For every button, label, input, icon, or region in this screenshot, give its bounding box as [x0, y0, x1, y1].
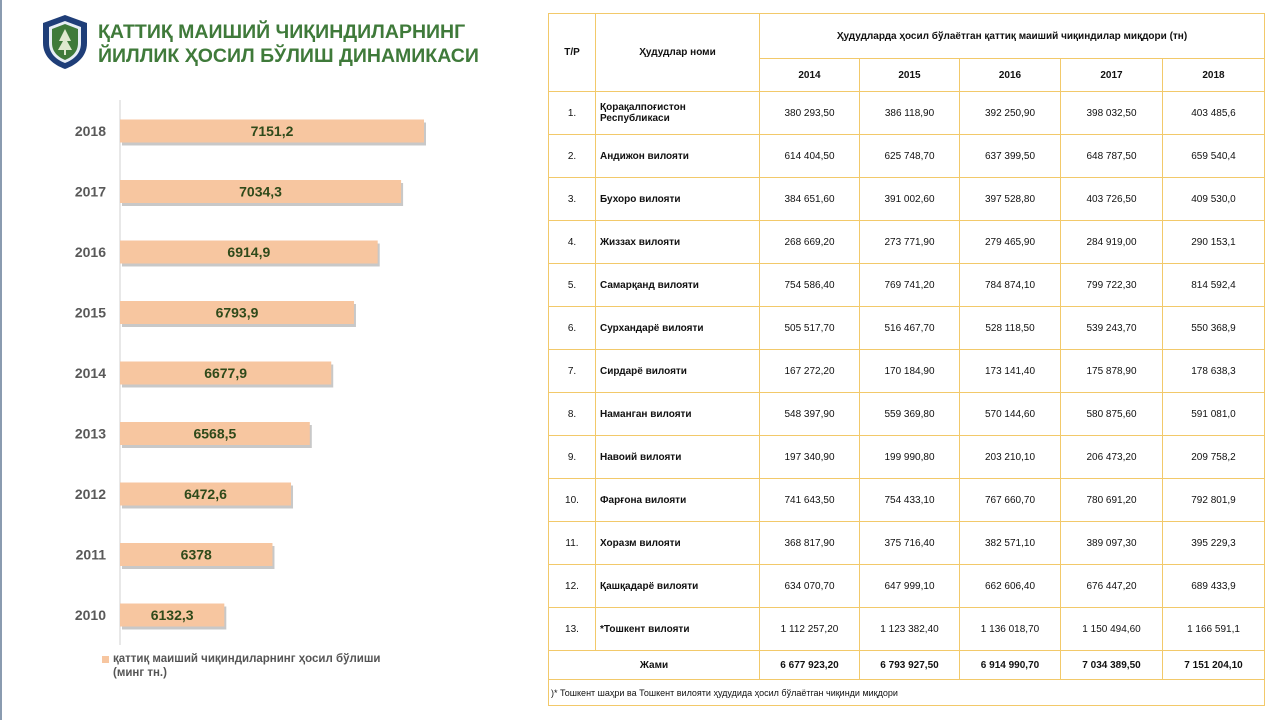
table-cell: 647 999,10 — [860, 565, 960, 608]
shield-logo-icon — [40, 13, 90, 71]
region-name: Сирдарё вилояти — [596, 350, 760, 393]
table-cell: 591 081,0 — [1163, 393, 1265, 436]
y-tick-label: 2013 — [74, 425, 106, 442]
regional-waste-table — [548, 13, 1265, 706]
row-number: 12. — [549, 565, 596, 608]
bar-value-label: 6677,9 — [204, 365, 248, 381]
table-cell: 689 433,9 — [1163, 565, 1265, 608]
table-cell: 209 758,2 — [1163, 436, 1265, 479]
bar-value-label: 6793,9 — [215, 304, 259, 321]
table-cell: 197 340,90 — [760, 436, 860, 479]
table-cell: 175 878,90 — [1061, 350, 1163, 393]
table-cell: 754 586,40 — [760, 264, 860, 307]
total-label: Жами — [549, 651, 760, 680]
table-cell: 792 801,9 — [1163, 479, 1265, 522]
col-header-year: 2014 — [760, 59, 860, 92]
table-cell: 550 368,9 — [1163, 307, 1265, 350]
bar-chart — [0, 90, 540, 650]
col-header-region: Ҳудудлар номи — [596, 14, 760, 92]
table-row — [549, 436, 1265, 479]
table-cell: 1 112 257,20 — [760, 608, 860, 651]
table-cell: 1 166 591,1 — [1163, 608, 1265, 651]
table-cell: 206 473,20 — [1061, 436, 1163, 479]
col-header-group: Ҳудудларда ҳосил бўлаётган қаттиқ маиший чиқиндилар миқдори (тн) — [760, 14, 1265, 59]
table-cell: 570 144,60 — [960, 393, 1061, 436]
table-cell: 167 272,20 — [760, 350, 860, 393]
table-cell: 284 919,00 — [1061, 221, 1163, 264]
row-number: 13. — [549, 608, 596, 651]
table-row — [549, 522, 1265, 565]
table-cell: 784 874,10 — [960, 264, 1061, 307]
table-row — [549, 178, 1265, 221]
col-header-year: 2018 — [1163, 59, 1265, 92]
table-cell: 516 467,70 — [860, 307, 960, 350]
region-name: Жиззах вилояти — [596, 221, 760, 264]
table-row — [549, 307, 1265, 350]
y-tick-label: 2014 — [74, 365, 106, 381]
region-name: Қашқадарё вилояти — [596, 565, 760, 608]
table-cell: 173 141,40 — [960, 350, 1061, 393]
total-cell: 7 034 389,50 — [1061, 651, 1163, 680]
table-cell: 559 369,80 — [860, 393, 960, 436]
table-cell: 814 592,4 — [1163, 264, 1265, 307]
table-cell: 170 184,90 — [860, 350, 960, 393]
y-tick-label: 2011 — [75, 546, 106, 563]
table-cell: 799 722,30 — [1061, 264, 1163, 307]
table-row — [549, 135, 1265, 178]
table-cell: 268 669,20 — [760, 221, 860, 264]
legend-unit: (минг тн.) — [113, 667, 167, 680]
table-cell: 754 433,10 — [860, 479, 960, 522]
table-cell: 548 397,90 — [760, 393, 860, 436]
table-cell: 395 229,3 — [1163, 522, 1265, 565]
table-cell: 391 002,60 — [860, 178, 960, 221]
total-cell: 7 151 204,10 — [1163, 651, 1265, 680]
bar-value-label: 6378 — [180, 546, 212, 563]
table-cell: 539 243,70 — [1061, 307, 1163, 350]
table-cell: 368 817,90 — [760, 522, 860, 565]
row-number: 3. — [549, 178, 596, 221]
legend-swatch — [102, 656, 109, 663]
region-name: Бухоро вилояти — [596, 178, 760, 221]
table-row — [549, 393, 1265, 436]
region-name: Сурхандарё вилояти — [596, 307, 760, 350]
table-cell: 767 660,70 — [960, 479, 1061, 522]
row-number: 5. — [549, 264, 596, 307]
bar-value-label: 6914,9 — [227, 244, 271, 260]
table-row — [549, 608, 1265, 651]
row-number: 4. — [549, 221, 596, 264]
region-name: Хоразм вилояти — [596, 522, 760, 565]
table-cell: 398 032,50 — [1061, 92, 1163, 135]
y-tick-label: 2012 — [74, 486, 106, 502]
row-number: 7. — [549, 350, 596, 393]
table-cell: 1 123 382,40 — [860, 608, 960, 651]
table-cell: 528 118,50 — [960, 307, 1061, 350]
row-number: 2. — [549, 135, 596, 178]
table-cell: 279 465,90 — [960, 221, 1061, 264]
table-row — [549, 264, 1265, 307]
total-cell: 6 677 923,20 — [760, 651, 860, 680]
col-header-year: 2016 — [960, 59, 1061, 92]
table-cell: 409 530,0 — [1163, 178, 1265, 221]
col-header-year: 2017 — [1061, 59, 1163, 92]
row-number: 10. — [549, 479, 596, 522]
table-cell: 625 748,70 — [860, 135, 960, 178]
table-cell: 1 136 018,70 — [960, 608, 1061, 651]
bar-value-label: 7151,2 — [250, 123, 294, 139]
total-cell: 6 793 927,50 — [860, 651, 960, 680]
col-header-year: 2015 — [860, 59, 960, 92]
table-cell: 741 643,50 — [760, 479, 860, 522]
table-cell: 403 726,50 — [1061, 178, 1163, 221]
table-row — [549, 92, 1265, 135]
table-cell: 614 404,50 — [760, 135, 860, 178]
table-cell: 392 250,90 — [960, 92, 1061, 135]
table-cell: 382 571,10 — [960, 522, 1061, 565]
chart-legend — [102, 652, 432, 680]
table-cell: 769 741,20 — [860, 264, 960, 307]
table-cell: 637 399,50 — [960, 135, 1061, 178]
row-number: 9. — [549, 436, 596, 479]
table-cell: 384 651,60 — [760, 178, 860, 221]
title-line-1: ҚАТТИҚ МАИШИЙ ЧИҚИНДИЛАРНИНГ — [98, 21, 466, 43]
table-footnote: )* Тошкент шаҳри ва Тошкент вилояти ҳудудида ҳосил бўлаётган чиқинди миқдори — [549, 680, 1265, 706]
table-cell: 397 528,80 — [960, 178, 1061, 221]
table-cell: 178 638,3 — [1163, 350, 1265, 393]
table-cell: 505 517,70 — [760, 307, 860, 350]
y-tick-label: 2018 — [74, 123, 106, 139]
table-cell: 676 447,20 — [1061, 565, 1163, 608]
y-tick-label: 2015 — [74, 304, 106, 321]
region-name: Фарғона вилояти — [596, 479, 760, 522]
row-number: 6. — [549, 307, 596, 350]
table-cell: 580 875,60 — [1061, 393, 1163, 436]
table-cell: 780 691,20 — [1061, 479, 1163, 522]
y-tick-label: 2010 — [74, 607, 106, 623]
table-cell: 375 716,40 — [860, 522, 960, 565]
bar-value-label: 6132,3 — [150, 607, 194, 623]
table-cell: 648 787,50 — [1061, 135, 1163, 178]
table-row — [549, 565, 1265, 608]
y-tick-label: 2017 — [74, 183, 106, 200]
table-row — [549, 479, 1265, 522]
table-cell: 389 097,30 — [1061, 522, 1163, 565]
table-cell: 386 118,90 — [860, 92, 960, 135]
table-cell: 380 293,50 — [760, 92, 860, 135]
col-header-number: Т/Р — [549, 14, 596, 92]
row-number: 11. — [549, 522, 596, 565]
region-name: Андижон вилояти — [596, 135, 760, 178]
table-cell: 199 990,80 — [860, 436, 960, 479]
region-name: Наманган вилояти — [596, 393, 760, 436]
region-name: Навоий вилояти — [596, 436, 760, 479]
row-number: 1. — [549, 92, 596, 135]
row-number: 8. — [549, 393, 596, 436]
title-line-2: ЙИЛЛИК ҲОСИЛ БЎЛИШ ДИНАМИКАСИ — [98, 45, 479, 67]
y-tick-label: 2016 — [74, 244, 106, 260]
table-cell: 662 606,40 — [960, 565, 1061, 608]
total-cell: 6 914 990,70 — [960, 651, 1061, 680]
table-row — [549, 350, 1265, 393]
legend-label: қаттиқ маиший чиқиндиларнинг ҳосил бўлиши — [113, 653, 381, 665]
region-name: Самарқанд вилояти — [596, 264, 760, 307]
table-row — [549, 221, 1265, 264]
bar-value-label: 6568,5 — [193, 425, 237, 442]
region-name: *Тошкент вилояти — [596, 608, 760, 651]
bar-value-label: 7034,3 — [239, 183, 282, 200]
table-cell: 403 485,6 — [1163, 92, 1265, 135]
table-cell: 1 150 494,60 — [1061, 608, 1163, 651]
table-cell: 659 540,4 — [1163, 135, 1265, 178]
table-cell: 290 153,1 — [1163, 221, 1265, 264]
table-cell: 273 771,90 — [860, 221, 960, 264]
bar-value-label: 6472,6 — [184, 486, 227, 502]
region-name: Қорақалпоғистон Республикаси — [596, 92, 760, 135]
table-cell: 203 210,10 — [960, 436, 1061, 479]
page-title — [98, 20, 528, 68]
table-cell: 634 070,70 — [760, 565, 860, 608]
